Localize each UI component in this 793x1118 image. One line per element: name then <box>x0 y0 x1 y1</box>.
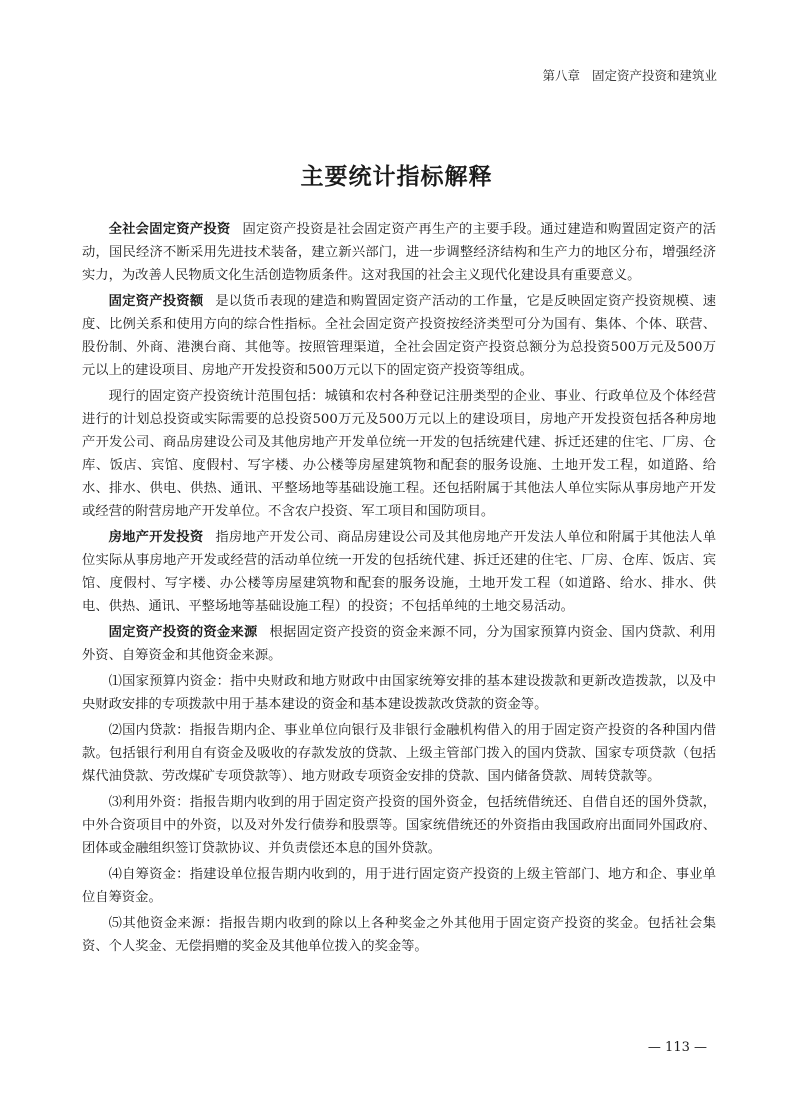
paragraph <box>82 290 716 382</box>
paragraph-text: ⑶利用外资：指报告期内收到的用于固定资产投资的国外资金，包括统借统还、自借自还的国外贷款，中外合资项目中的外资，以及对外发行债券和股票等。国家统借统还的外资指由我国政府出面同外国政府、团体或金融组织签订贷款协议、并负责偿还本息的国外贷款。 <box>82 795 716 856</box>
body-text <box>82 218 716 961</box>
paragraph <box>82 719 716 788</box>
chapter-title: 固定资产投资和建筑业 <box>591 68 717 83</box>
chapter-number: 第八章 <box>542 68 580 83</box>
paragraph-text: ⑴国家预算内资金：指中央财政和地方财政中由国家统筹安排的基本建设拨款和更新改造拨款，以及中央财政安排的专项拨款中用于基本建设的资金和基本建设拨款改贷款的资金等。 <box>82 674 716 712</box>
paragraph-text: ⑵国内贷款：指报告期内企、事业单位向银行及非银行金融机构借入的用于固定资产投资的各种国内借款。包括银行利用自有资金及吸收的存款发放的贷款、上级主管部门拨入的国内贷款、国家专项贷款（包括煤代油贷款、劳改煤矿专项贷款等）、地方财政专项资金安排的贷款、国内储备贷款、周转贷款等。 <box>82 723 716 784</box>
term-heading: 固定资产投资的资金来源 <box>108 625 258 640</box>
paragraph-text: ⑸其他资金来源：指报告期内收到的除以上各种奖金之外其他用于固定资产投资的奖金。包括社会集资、个人奖金、无偿捐赠的奖金及其他单位拨入的奖金等。 <box>82 916 716 954</box>
term-heading: 全社会固定资产投资 <box>108 222 231 237</box>
paragraph <box>82 863 716 909</box>
page-number: — 113 — <box>647 1040 707 1055</box>
paragraph-text: 指房地产开发公司、商品房建设公司及其他房地产开发法人单位和附属于其他法人单位实际从事房地产开发或经营的活动单位统一开发的包括统代建、拆迁还建的住宅、厂房、仓库、饭店、宾馆、度假村、写字楼、办公楼等房屋建筑物和配套的服务设施，土地开发工程（如道路、给水、排水、供电、供热、通讯、平整场地等基础设施工程）的投资；不包括单纯的土地交易活动。 <box>82 530 717 614</box>
paragraph <box>82 912 716 958</box>
paragraph <box>82 621 716 667</box>
term-heading: 固定资产投资额 <box>108 294 204 309</box>
paragraph <box>82 670 716 716</box>
paragraph-text: ⑷自筹资金：指建设单位报告期内收到的，用于进行固定资产投资的上级主管部门、地方和企、事业单位自筹资金。 <box>82 867 716 905</box>
paragraph <box>82 791 716 860</box>
paragraph <box>82 526 716 618</box>
paragraph <box>82 218 716 287</box>
term-heading: 房地产开发投资 <box>108 530 204 545</box>
paragraph-text: 根据固定资产投资的资金来源不同，分为国家预算内资金、国内贷款、利用外资、自筹资金和其他资金来源。 <box>82 625 717 663</box>
paragraph-text: 现行的固定资产投资统计范围包括：城镇和农村各种登记注册类型的企业、事业、行政单位及个体经营进行的计划总投资或实际需要的总投资500万元及500万元以上的建设项目，房地产开发投资包括各种房地产开发公司、商品房建设公司及其他房地产开发单位统一开发的包括统建代建、拆迁还建的住宅、厂房、仓库、饭店、宾馆、度假村、写字楼、办公楼等房屋建筑物和配套的服务设施、土地开发工程，如道路、给水、排水、供电、供热、通讯、平整场地等基础设施工程。还包括附属于其他法人单位实际从事房地产开发或经营的附营房地产开发单位。不含农户投资、军工项目和国防项目。 <box>82 389 716 519</box>
paragraph-text: 是以货币表现的建造和购置固定资产活动的工作量，它是反映固定资产投资规模、速度、比例关系和使用方向的综合性指标。全社会固定资产投资按经济类型可分为国有、集体、个体、联营、股份制、外商、港澳台商、其他等。按照管理渠道，全社会固定资产投资总额分为总投资500万元及500万元以上的建设项目、房地产开发投资和500万元以下的固定资产投资等组成。 <box>82 294 717 378</box>
paragraph-text: 固定资产投资是社会固定资产再生产的主要手段。通过建造和购置固定资产的活动，国民经济不断采用先进技术装备，建立新兴部门，进一步调整经济结构和生产力的地区分布，增强经济实力，为改善人民物质文化生活创造物质条件。这对我国的社会主义现代化建设具有重要意义。 <box>82 222 717 283</box>
paragraph <box>82 385 716 523</box>
running-header <box>542 66 717 84</box>
page-title: 主要统计指标解释 <box>300 164 493 190</box>
